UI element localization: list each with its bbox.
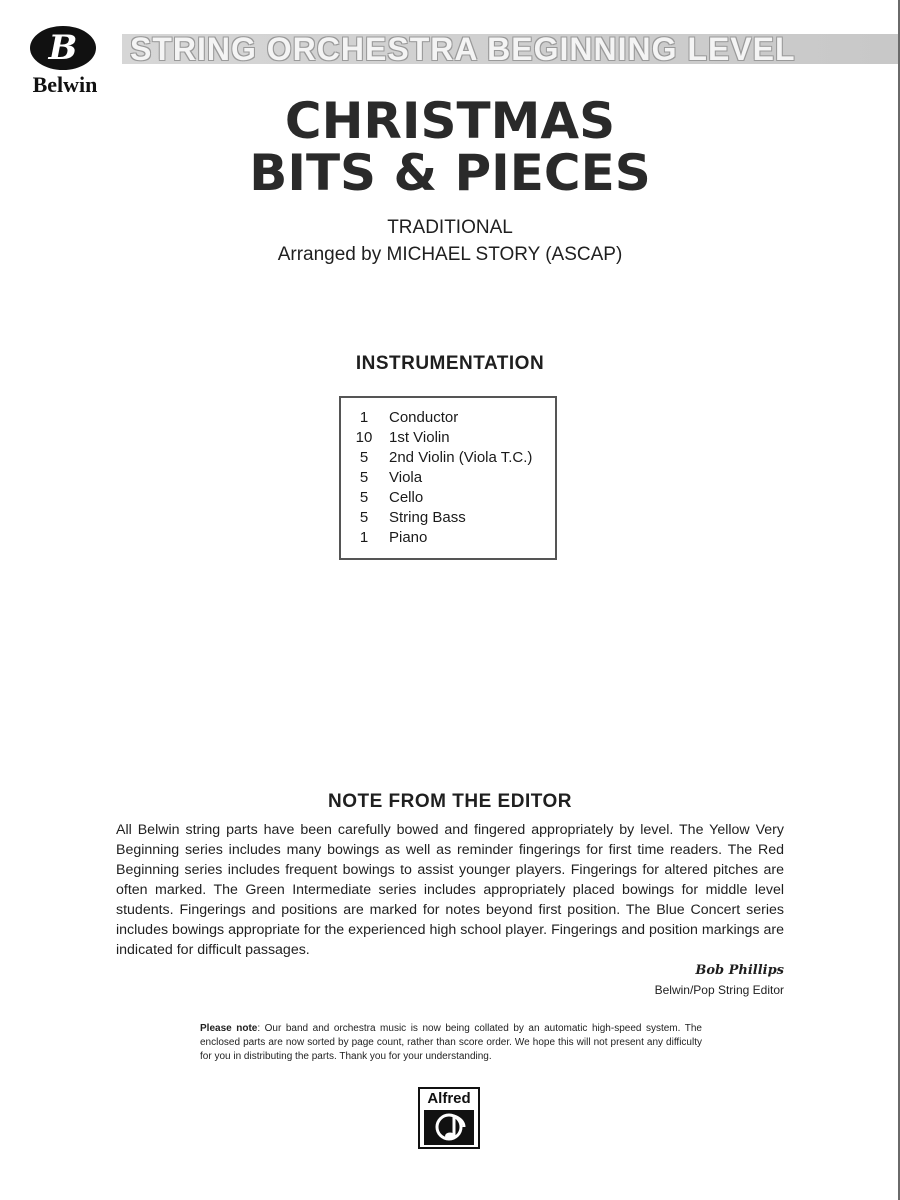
instrument-name: Cello (389, 489, 424, 506)
editor-signature-title: Belwin/Pop String Editor (654, 983, 784, 997)
instrument-name: Piano (389, 529, 428, 546)
instrument-row (341, 508, 555, 528)
instrument-quantity: 5 (359, 489, 369, 506)
arranger-credit: Arranged by MICHAEL STORY (ASCAP) (277, 244, 623, 265)
alfred-logo-text: Alfred (427, 1090, 471, 1107)
composer-credit: TRADITIONAL (387, 217, 513, 238)
instrument-name: Viola (389, 469, 423, 486)
instrument-row (341, 488, 555, 508)
instrumentation-list (339, 396, 557, 560)
instrument-quantity: 1 (359, 409, 369, 426)
instrument-quantity: 5 (359, 509, 369, 526)
please-note-text: : Our band and orchestra music is now being collated by an automatic high-speed system. The enclosed parts are now sorted by page count, rather than score order. We hope this will not present any difficulty for you in distributing the parts. Thank you for your understanding. (200, 1023, 702, 1062)
instrument-row (341, 448, 555, 468)
alfred-logo (418, 1087, 480, 1149)
instrument-quantity: 1 (359, 529, 369, 546)
belwin-logo-text: Belwin (32, 72, 98, 97)
belwin-logo-mark: B (30, 26, 96, 70)
instrument-quantity: 10 (355, 429, 373, 446)
title-line-2: BITS & PIECES (249, 144, 651, 202)
please-note-label: Please note (200, 1023, 258, 1034)
series-banner (122, 34, 900, 64)
instrument-name: Conductor (389, 409, 459, 426)
editor-note-heading: NOTE FROM THE EDITOR (328, 791, 572, 812)
instrument-name: String Bass (389, 509, 466, 526)
instrument-row (341, 468, 555, 488)
series-banner-text: STRING ORCHESTRA BEGINNING LEVEL (130, 34, 796, 64)
instrumentation-heading: INSTRUMENTATION (355, 353, 545, 374)
belwin-logo (6, 22, 124, 102)
title-line-1: CHRISTMAS (284, 92, 616, 150)
alfred-logo-mark (424, 1110, 474, 1145)
please-note (200, 1022, 702, 1064)
instrument-row (341, 528, 555, 548)
editor-signature: Bob Phillips (695, 963, 784, 978)
instrument-name: 2nd Violin (Viola T.C.) (389, 449, 533, 466)
editor-note-body: All Belwin string parts have been carefully bowed and fingered appropriately by level. The Yellow Very Beginning series includes many bowings as well as reminder fingerings for first time readers. The Red Beginning series includes frequent bowings to assist younger players. Fingerings for altered pitches are often marked. The Green Intermediate series includes appropriately placed bowings for middle level students. Fingerings and positions are marked for notes beyond first position. The Blue Concert series includes bowings appropriate for the experienced high school player. Fingerings and position markings are indicated for difficult passages. (116, 822, 784, 958)
instrument-quantity: 5 (359, 449, 369, 466)
instrument-name: 1st Violin (389, 429, 450, 446)
instrument-row (341, 428, 555, 448)
instrument-quantity: 5 (359, 469, 369, 486)
music-note-icon (424, 1110, 474, 1145)
instrument-row (341, 408, 555, 428)
